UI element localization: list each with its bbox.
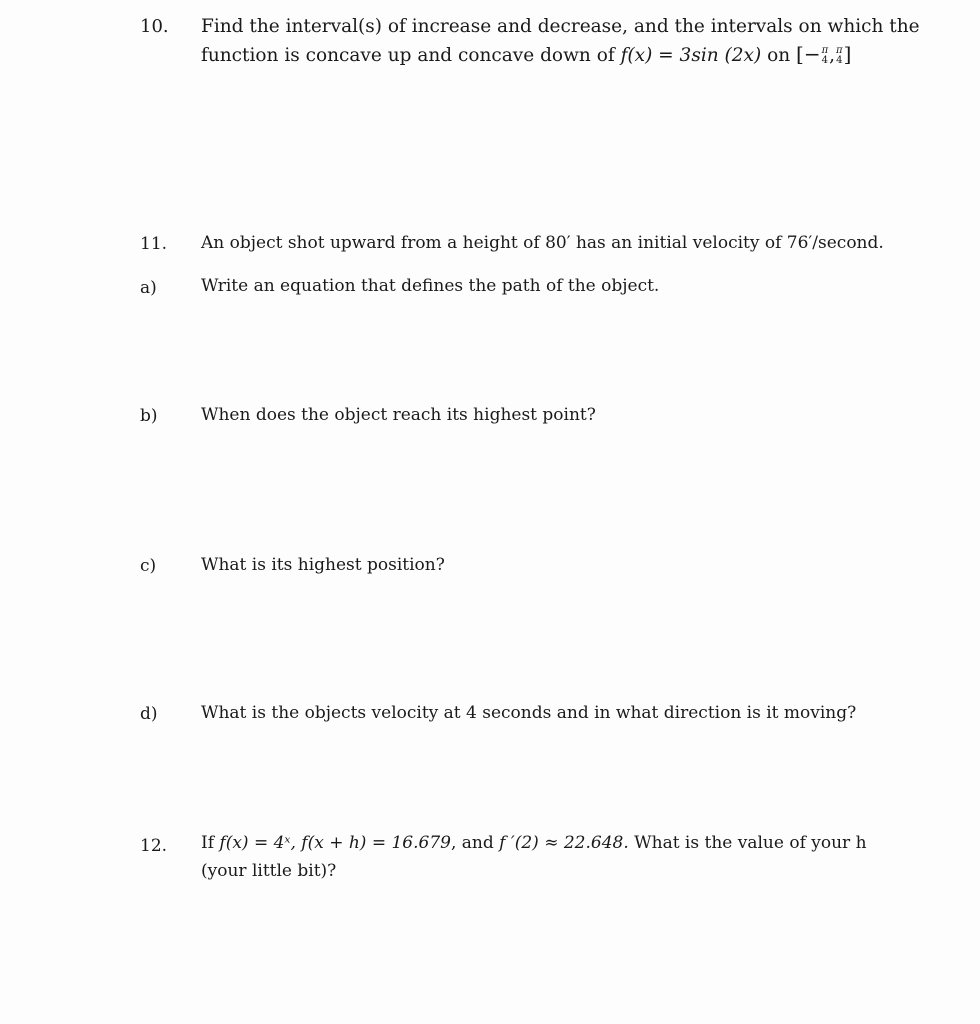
question-tail: What is the value of your h: [634, 833, 867, 853]
text-prefix: function is concave up and concave down of: [201, 45, 621, 66]
question-number: 12.: [140, 836, 168, 856]
question-prompt: An object shot upward from a height of 80′ has an initial velocity of 76′/second.: [201, 233, 884, 253]
question-number: 10.: [140, 16, 169, 37]
fraction-lower: π 4: [821, 45, 829, 66]
part-text-b: When does the object reach its highest point?: [201, 405, 596, 425]
expression-derivative: f ′(2) ≈ 22.648.: [499, 833, 629, 853]
part-label-c: c): [140, 556, 157, 576]
question-text-line-2: (your little bit)?: [201, 861, 337, 881]
part-label-d: d): [140, 704, 158, 724]
interval-close: ]: [843, 42, 852, 66]
interval-open: [−: [796, 42, 821, 66]
part-text-d: What is the objects velocity at 4 seconds and in what direction is it moving?: [201, 703, 857, 723]
part-label-b: b): [140, 406, 158, 426]
part-text-a: Write an equation that defines the path of the object.: [201, 276, 660, 296]
question-text-line-2: [201, 41, 851, 69]
question-text-line-1: Find the interval(s) of increase and decrease, and the intervals on which the: [201, 16, 920, 37]
expression-f: f(x) = 4ˣ,: [219, 833, 296, 853]
if-word: If: [201, 833, 215, 853]
and-word: , and: [450, 833, 494, 853]
question-number: 11.: [140, 234, 168, 254]
function-expression: f(x) = 3sin (2x): [620, 45, 762, 66]
part-text-c: What is its highest position?: [201, 555, 445, 575]
question-text-line-1: [201, 833, 867, 853]
interval-comma: ,: [829, 45, 836, 66]
on-word: on: [767, 45, 791, 66]
expression-f-x-plus-h: f(x + h) = 16.679: [301, 833, 451, 853]
part-label-a: a): [140, 278, 157, 298]
fraction-upper: π 4: [836, 45, 843, 66]
